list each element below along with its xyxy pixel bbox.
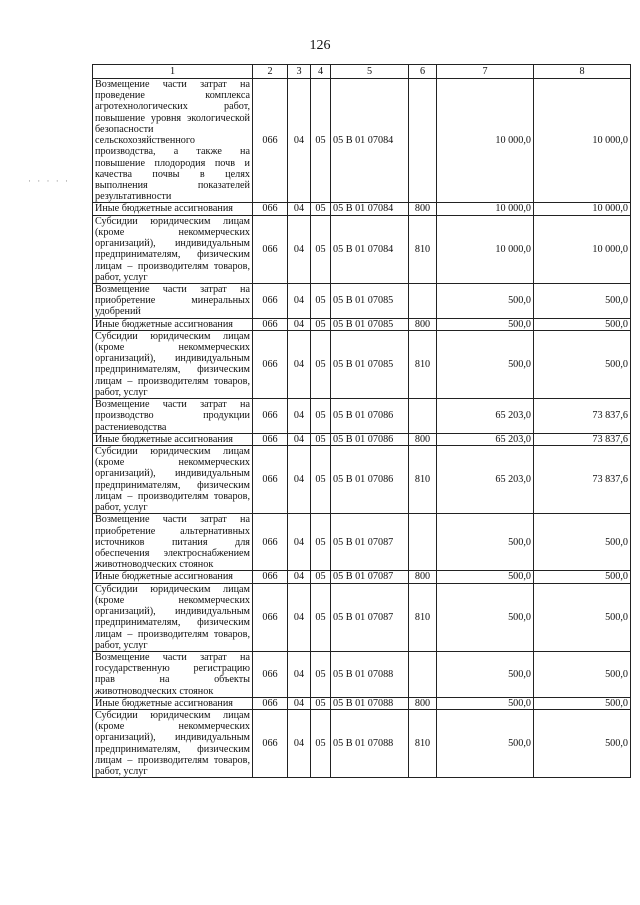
target-article-cell: 05 В 01 07086 [331, 446, 409, 514]
subsection-code-cell: 05 [311, 651, 331, 697]
expense-type-cell: 810 [409, 446, 437, 514]
ministry-code-cell: 066 [253, 318, 288, 330]
table-row [93, 330, 631, 398]
section-code-cell: 04 [288, 651, 311, 697]
amount-year1-cell: 500,0 [437, 330, 534, 398]
table-row [93, 446, 631, 514]
expense-type-cell [409, 79, 437, 203]
table-row [93, 571, 631, 583]
target-article-cell: 05 В 01 07084 [331, 215, 409, 283]
subsection-code-cell: 05 [311, 203, 331, 215]
ministry-code-cell: 066 [253, 571, 288, 583]
target-article-cell: 05 В 01 07084 [331, 79, 409, 203]
section-code-cell: 04 [288, 446, 311, 514]
amount-year2-cell: 10 000,0 [534, 215, 631, 283]
table-row [93, 203, 631, 215]
amount-year1-cell: 10 000,0 [437, 215, 534, 283]
column-header: 2 [253, 65, 288, 79]
column-header: 5 [331, 65, 409, 79]
target-article-cell: 05 В 01 07087 [331, 571, 409, 583]
subsection-code-cell: 05 [311, 514, 331, 571]
section-code-cell: 04 [288, 583, 311, 651]
amount-year2-cell: 73 837,6 [534, 399, 631, 434]
table-row [93, 215, 631, 283]
table-row [93, 79, 631, 203]
budget-table [92, 64, 631, 778]
table-row [93, 710, 631, 778]
table-row [93, 651, 631, 697]
target-article-cell: 05 В 01 07088 [331, 651, 409, 697]
target-article-cell: 05 В 01 07088 [331, 710, 409, 778]
amount-year1-cell: 10 000,0 [437, 79, 534, 203]
subsection-code-cell: 05 [311, 283, 331, 318]
row-name-cell: Возмещение части затрат на приобретение минеральных удобрений [93, 283, 253, 318]
ministry-code-cell: 066 [253, 330, 288, 398]
amount-year2-cell: 500,0 [534, 514, 631, 571]
subsection-code-cell: 05 [311, 215, 331, 283]
ministry-code-cell: 066 [253, 651, 288, 697]
amount-year1-cell: 65 203,0 [437, 433, 534, 445]
section-code-cell: 04 [288, 514, 311, 571]
table-row [93, 318, 631, 330]
section-code-cell: 04 [288, 215, 311, 283]
amount-year1-cell: 500,0 [437, 710, 534, 778]
subsection-code-cell: 05 [311, 399, 331, 434]
expense-type-cell: 800 [409, 203, 437, 215]
amount-year2-cell: 10 000,0 [534, 79, 631, 203]
ministry-code-cell: 066 [253, 433, 288, 445]
table-row [93, 399, 631, 434]
amount-year2-cell: 500,0 [534, 571, 631, 583]
target-article-cell: 05 В 01 07085 [331, 330, 409, 398]
expense-type-cell: 800 [409, 318, 437, 330]
section-code-cell: 04 [288, 203, 311, 215]
expense-type-cell [409, 283, 437, 318]
section-code-cell: 04 [288, 399, 311, 434]
amount-year1-cell: 500,0 [437, 318, 534, 330]
amount-year2-cell: 500,0 [534, 283, 631, 318]
table-row [93, 433, 631, 445]
section-code-cell: 04 [288, 697, 311, 709]
expense-type-cell: 800 [409, 571, 437, 583]
ministry-code-cell: 066 [253, 583, 288, 651]
row-name-cell: Субсидии юридическим лицам (кроме некоммерческих организаций), индивидуальным предпринимателям, физическим лицам – производителям товаров, работ, услуг [93, 215, 253, 283]
ministry-code-cell: 066 [253, 283, 288, 318]
row-name-cell: Субсидии юридическим лицам (кроме некоммерческих организаций), индивидуальным предпринимателям, физическим лицам – производителям товаров, работ, услуг [93, 330, 253, 398]
ministry-code-cell: 066 [253, 215, 288, 283]
target-article-cell: 05 В 01 07084 [331, 203, 409, 215]
table-row [93, 514, 631, 571]
target-article-cell: 05 В 01 07086 [331, 433, 409, 445]
row-name-cell: Иные бюджетные ассигнования [93, 697, 253, 709]
section-code-cell: 04 [288, 330, 311, 398]
amount-year2-cell: 500,0 [534, 330, 631, 398]
expense-type-cell: 800 [409, 697, 437, 709]
section-code-cell: 04 [288, 710, 311, 778]
expense-type-cell [409, 651, 437, 697]
row-name-cell: Иные бюджетные ассигнования [93, 433, 253, 445]
amount-year2-cell: 500,0 [534, 583, 631, 651]
target-article-cell: 05 В 01 07086 [331, 399, 409, 434]
table-row [93, 583, 631, 651]
amount-year1-cell: 500,0 [437, 514, 534, 571]
expense-type-cell [409, 399, 437, 434]
expense-type-cell: 810 [409, 710, 437, 778]
column-header: 6 [409, 65, 437, 79]
row-name-cell: Возмещение части затрат на государственную регистрацию прав на объекты животноводческих стоянок [93, 651, 253, 697]
expense-type-cell: 810 [409, 330, 437, 398]
amount-year1-cell: 500,0 [437, 583, 534, 651]
column-header: 1 [93, 65, 253, 79]
amount-year2-cell: 73 837,6 [534, 433, 631, 445]
amount-year2-cell: 500,0 [534, 697, 631, 709]
amount-year1-cell: 500,0 [437, 697, 534, 709]
expense-type-cell: 810 [409, 583, 437, 651]
section-code-cell: 04 [288, 433, 311, 445]
row-name-cell: Иные бюджетные ассигнования [93, 318, 253, 330]
section-code-cell: 04 [288, 318, 311, 330]
table-row [93, 697, 631, 709]
section-code-cell: 04 [288, 79, 311, 203]
amount-year2-cell: 10 000,0 [534, 203, 631, 215]
row-name-cell: Возмещение части затрат на проведение комплекса агротехнологических работ, повышение уровня экологической безопасности сельскохозяйственного производства, а также на повышение плодородия почв и качества почвы в целях выполнения показателей результативности [93, 79, 253, 203]
amount-year2-cell: 500,0 [534, 318, 631, 330]
target-article-cell: 05 В 01 07085 [331, 318, 409, 330]
expense-type-cell: 810 [409, 215, 437, 283]
subsection-code-cell: 05 [311, 583, 331, 651]
subsection-code-cell: 05 [311, 710, 331, 778]
row-name-cell: Иные бюджетные ассигнования [93, 571, 253, 583]
amount-year2-cell: 500,0 [534, 651, 631, 697]
ministry-code-cell: 066 [253, 697, 288, 709]
row-name-cell: Возмещение части затрат на производство продукции растениеводства [93, 399, 253, 434]
margin-dots: · · · · · [28, 176, 70, 186]
target-article-cell: 05 В 01 07088 [331, 697, 409, 709]
subsection-code-cell: 05 [311, 571, 331, 583]
amount-year1-cell: 500,0 [437, 651, 534, 697]
subsection-code-cell: 05 [311, 446, 331, 514]
row-name-cell: Субсидии юридическим лицам (кроме некоммерческих организаций), индивидуальным предпринимателям, физическим лицам – производителям товаров, работ, услуг [93, 583, 253, 651]
ministry-code-cell: 066 [253, 203, 288, 215]
column-header: 7 [437, 65, 534, 79]
ministry-code-cell: 066 [253, 710, 288, 778]
table-header-row [93, 65, 631, 79]
ministry-code-cell: 066 [253, 514, 288, 571]
subsection-code-cell: 05 [311, 433, 331, 445]
target-article-cell: 05 В 01 07087 [331, 583, 409, 651]
expense-type-cell [409, 514, 437, 571]
column-header: 4 [311, 65, 331, 79]
page-number: 126 [309, 38, 331, 53]
subsection-code-cell: 05 [311, 318, 331, 330]
target-article-cell: 05 В 01 07085 [331, 283, 409, 318]
row-name-cell: Возмещение части затрат на приобретение альтернативных источников питания для обеспечения электроснабжением животноводческих стоянок [93, 514, 253, 571]
row-name-cell: Субсидии юридическим лицам (кроме некоммерческих организаций), индивидуальным предпринимателям, физическим лицам – производителям товаров, работ, услуг [93, 710, 253, 778]
subsection-code-cell: 05 [311, 79, 331, 203]
amount-year1-cell: 500,0 [437, 571, 534, 583]
amount-year1-cell: 65 203,0 [437, 399, 534, 434]
table-row [93, 283, 631, 318]
row-name-cell: Субсидии юридическим лицам (кроме некоммерческих организаций), индивидуальным предпринимателям, физическим лицам – производителям товаров, работ, услуг [93, 446, 253, 514]
section-code-cell: 04 [288, 283, 311, 318]
column-header: 8 [534, 65, 631, 79]
row-name-cell: Иные бюджетные ассигнования [93, 203, 253, 215]
ministry-code-cell: 066 [253, 399, 288, 434]
target-article-cell: 05 В 01 07087 [331, 514, 409, 571]
amount-year2-cell: 73 837,6 [534, 446, 631, 514]
section-code-cell: 04 [288, 571, 311, 583]
expense-type-cell: 800 [409, 433, 437, 445]
ministry-code-cell: 066 [253, 79, 288, 203]
amount-year1-cell: 500,0 [437, 283, 534, 318]
amount-year1-cell: 10 000,0 [437, 203, 534, 215]
subsection-code-cell: 05 [311, 330, 331, 398]
column-header: 3 [288, 65, 311, 79]
amount-year2-cell: 500,0 [534, 710, 631, 778]
subsection-code-cell: 05 [311, 697, 331, 709]
amount-year1-cell: 65 203,0 [437, 446, 534, 514]
ministry-code-cell: 066 [253, 446, 288, 514]
